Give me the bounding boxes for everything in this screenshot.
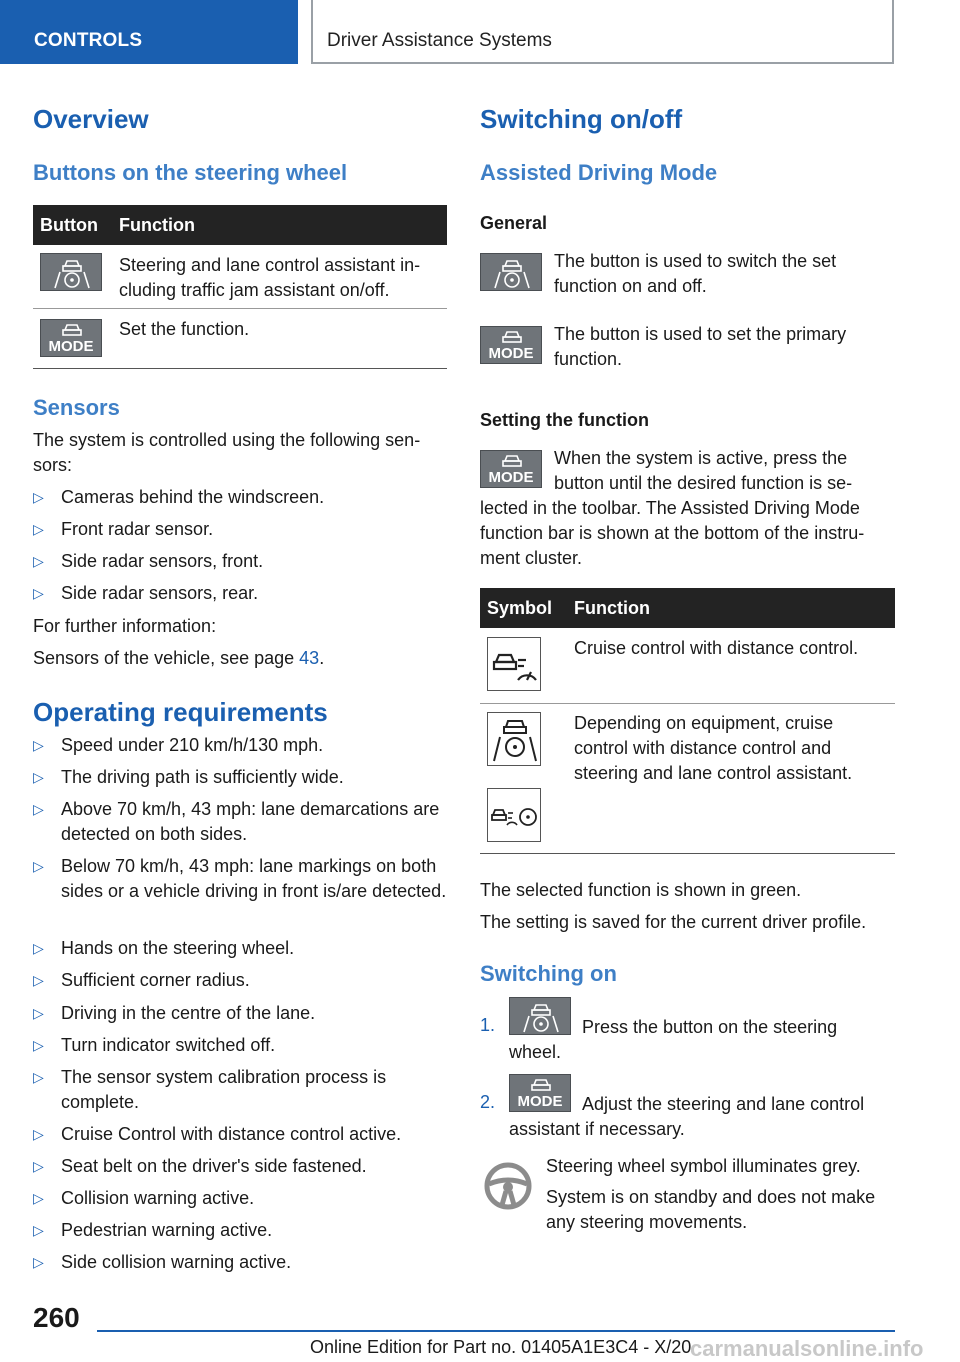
- page-43-link[interactable]: 43: [299, 648, 320, 668]
- symbol-table-header-function: Function: [574, 598, 650, 618]
- switching-on-heading: Switching on: [480, 961, 617, 986]
- steering-assist-button-icon: [40, 253, 102, 291]
- mode-button-label: MODE: [48, 338, 94, 355]
- setting-text-a: When the system is active, press the button until the desired function is se-: [554, 448, 853, 493]
- cruise-steering-compact-icon: [487, 788, 541, 842]
- setting-function-heading: Setting the function: [480, 410, 649, 430]
- sensors-intro: The system is controlled using the following sen-sors:: [33, 430, 421, 475]
- saved-profile-text: The setting is saved for the current driver profile.: [480, 912, 867, 932]
- adm-heading: Assisted Driving Mode: [480, 160, 718, 185]
- general-button1-text: The button is used to switch the set function on and off.: [554, 251, 837, 296]
- sensors-heading: Sensors: [33, 395, 120, 420]
- buttons-table-divider: [33, 308, 447, 309]
- header-chapter-label: Driver Assistance Systems: [327, 30, 552, 51]
- step-1-text-a: Press the button on the steering: [582, 1017, 838, 1037]
- overview-heading: Overview: [33, 104, 149, 134]
- switching-heading: Switching on/off: [480, 104, 683, 134]
- cruise-steering-assist-icon: [487, 712, 541, 766]
- symbol-row-2-text: Depending on equipment, cruise control with distance control and steering and lane control assistant.: [574, 713, 853, 783]
- symbol-table-bottom-rule: [480, 853, 895, 854]
- standby-text: System is on standby and does not make any steering movements.: [546, 1187, 876, 1232]
- general-heading: General: [480, 213, 548, 233]
- mode-button-icon: [480, 450, 542, 488]
- selected-green-text: The selected function is shown in green.: [480, 880, 802, 900]
- cruise-control-distance-icon: [487, 637, 541, 691]
- watermark: carmanualsonline.info: [690, 1336, 924, 1361]
- mode-button-icon: [480, 326, 542, 364]
- buttons-table-bottom-rule: [33, 368, 447, 369]
- step-2-text-b: assistant if necessary.: [509, 1119, 685, 1139]
- symbol-table-header: [480, 588, 895, 628]
- mode-button-label: MODE: [488, 345, 534, 362]
- buttons-heading: Buttons on the steering wheel: [33, 160, 348, 185]
- wheel-grey-text: Steering wheel symbol illuminates grey.: [546, 1156, 861, 1176]
- header-section-tab: [0, 0, 298, 64]
- general-button2-text: The button is used to set the primary function.: [554, 324, 847, 369]
- page-number: 260: [33, 1302, 80, 1333]
- see-page-line: Sensors of the vehicle, see page 43.: [33, 648, 325, 668]
- steering-assist-button-icon: [509, 997, 571, 1035]
- header-chapter-tab: [311, 0, 894, 64]
- operating-requirements-heading: Operating requirements: [33, 697, 328, 727]
- mode-button-icon: [40, 319, 102, 357]
- mode-button-label: MODE: [517, 1093, 563, 1110]
- buttons-row-1-text: Steering and lane control assistant in-cluding traffic jam assistant on/off.: [119, 255, 421, 300]
- mode-button-label: MODE: [488, 469, 534, 486]
- header-section-label: CONTROLS: [34, 30, 143, 51]
- symbol-row-1-text: Cruise control with distance control.: [574, 638, 859, 658]
- buttons-table-header-function: Function: [119, 215, 195, 235]
- steering-assist-button-icon: [480, 253, 542, 291]
- buttons-table-header-button: Button: [40, 215, 98, 235]
- further-info: For further information:: [33, 616, 217, 636]
- symbol-table-header-symbol: Symbol: [487, 598, 553, 618]
- buttons-row-2-text: Set the function.: [119, 319, 250, 339]
- buttons-table-header: [33, 205, 447, 245]
- mode-button-icon: [509, 1074, 571, 1112]
- step-1-number: 1.: [480, 1015, 496, 1035]
- steering-wheel-grey-icon: [482, 1160, 534, 1212]
- step-1-text-b: wheel.: [509, 1042, 562, 1062]
- symbol-table-divider: [480, 703, 895, 704]
- footer-rule: [97, 1330, 895, 1332]
- step-2-number: 2.: [480, 1092, 496, 1112]
- setting-text-b: lected in the toolbar. The Assisted Driving Mode function bar is shown at the bottom of the instru-ment cluster.: [480, 498, 865, 568]
- step-2-text-a: Adjust the steering and lane control: [582, 1094, 865, 1114]
- footer-edition: Online Edition for Part no. 01405A1E3C4 - X/20: [310, 1337, 692, 1357]
